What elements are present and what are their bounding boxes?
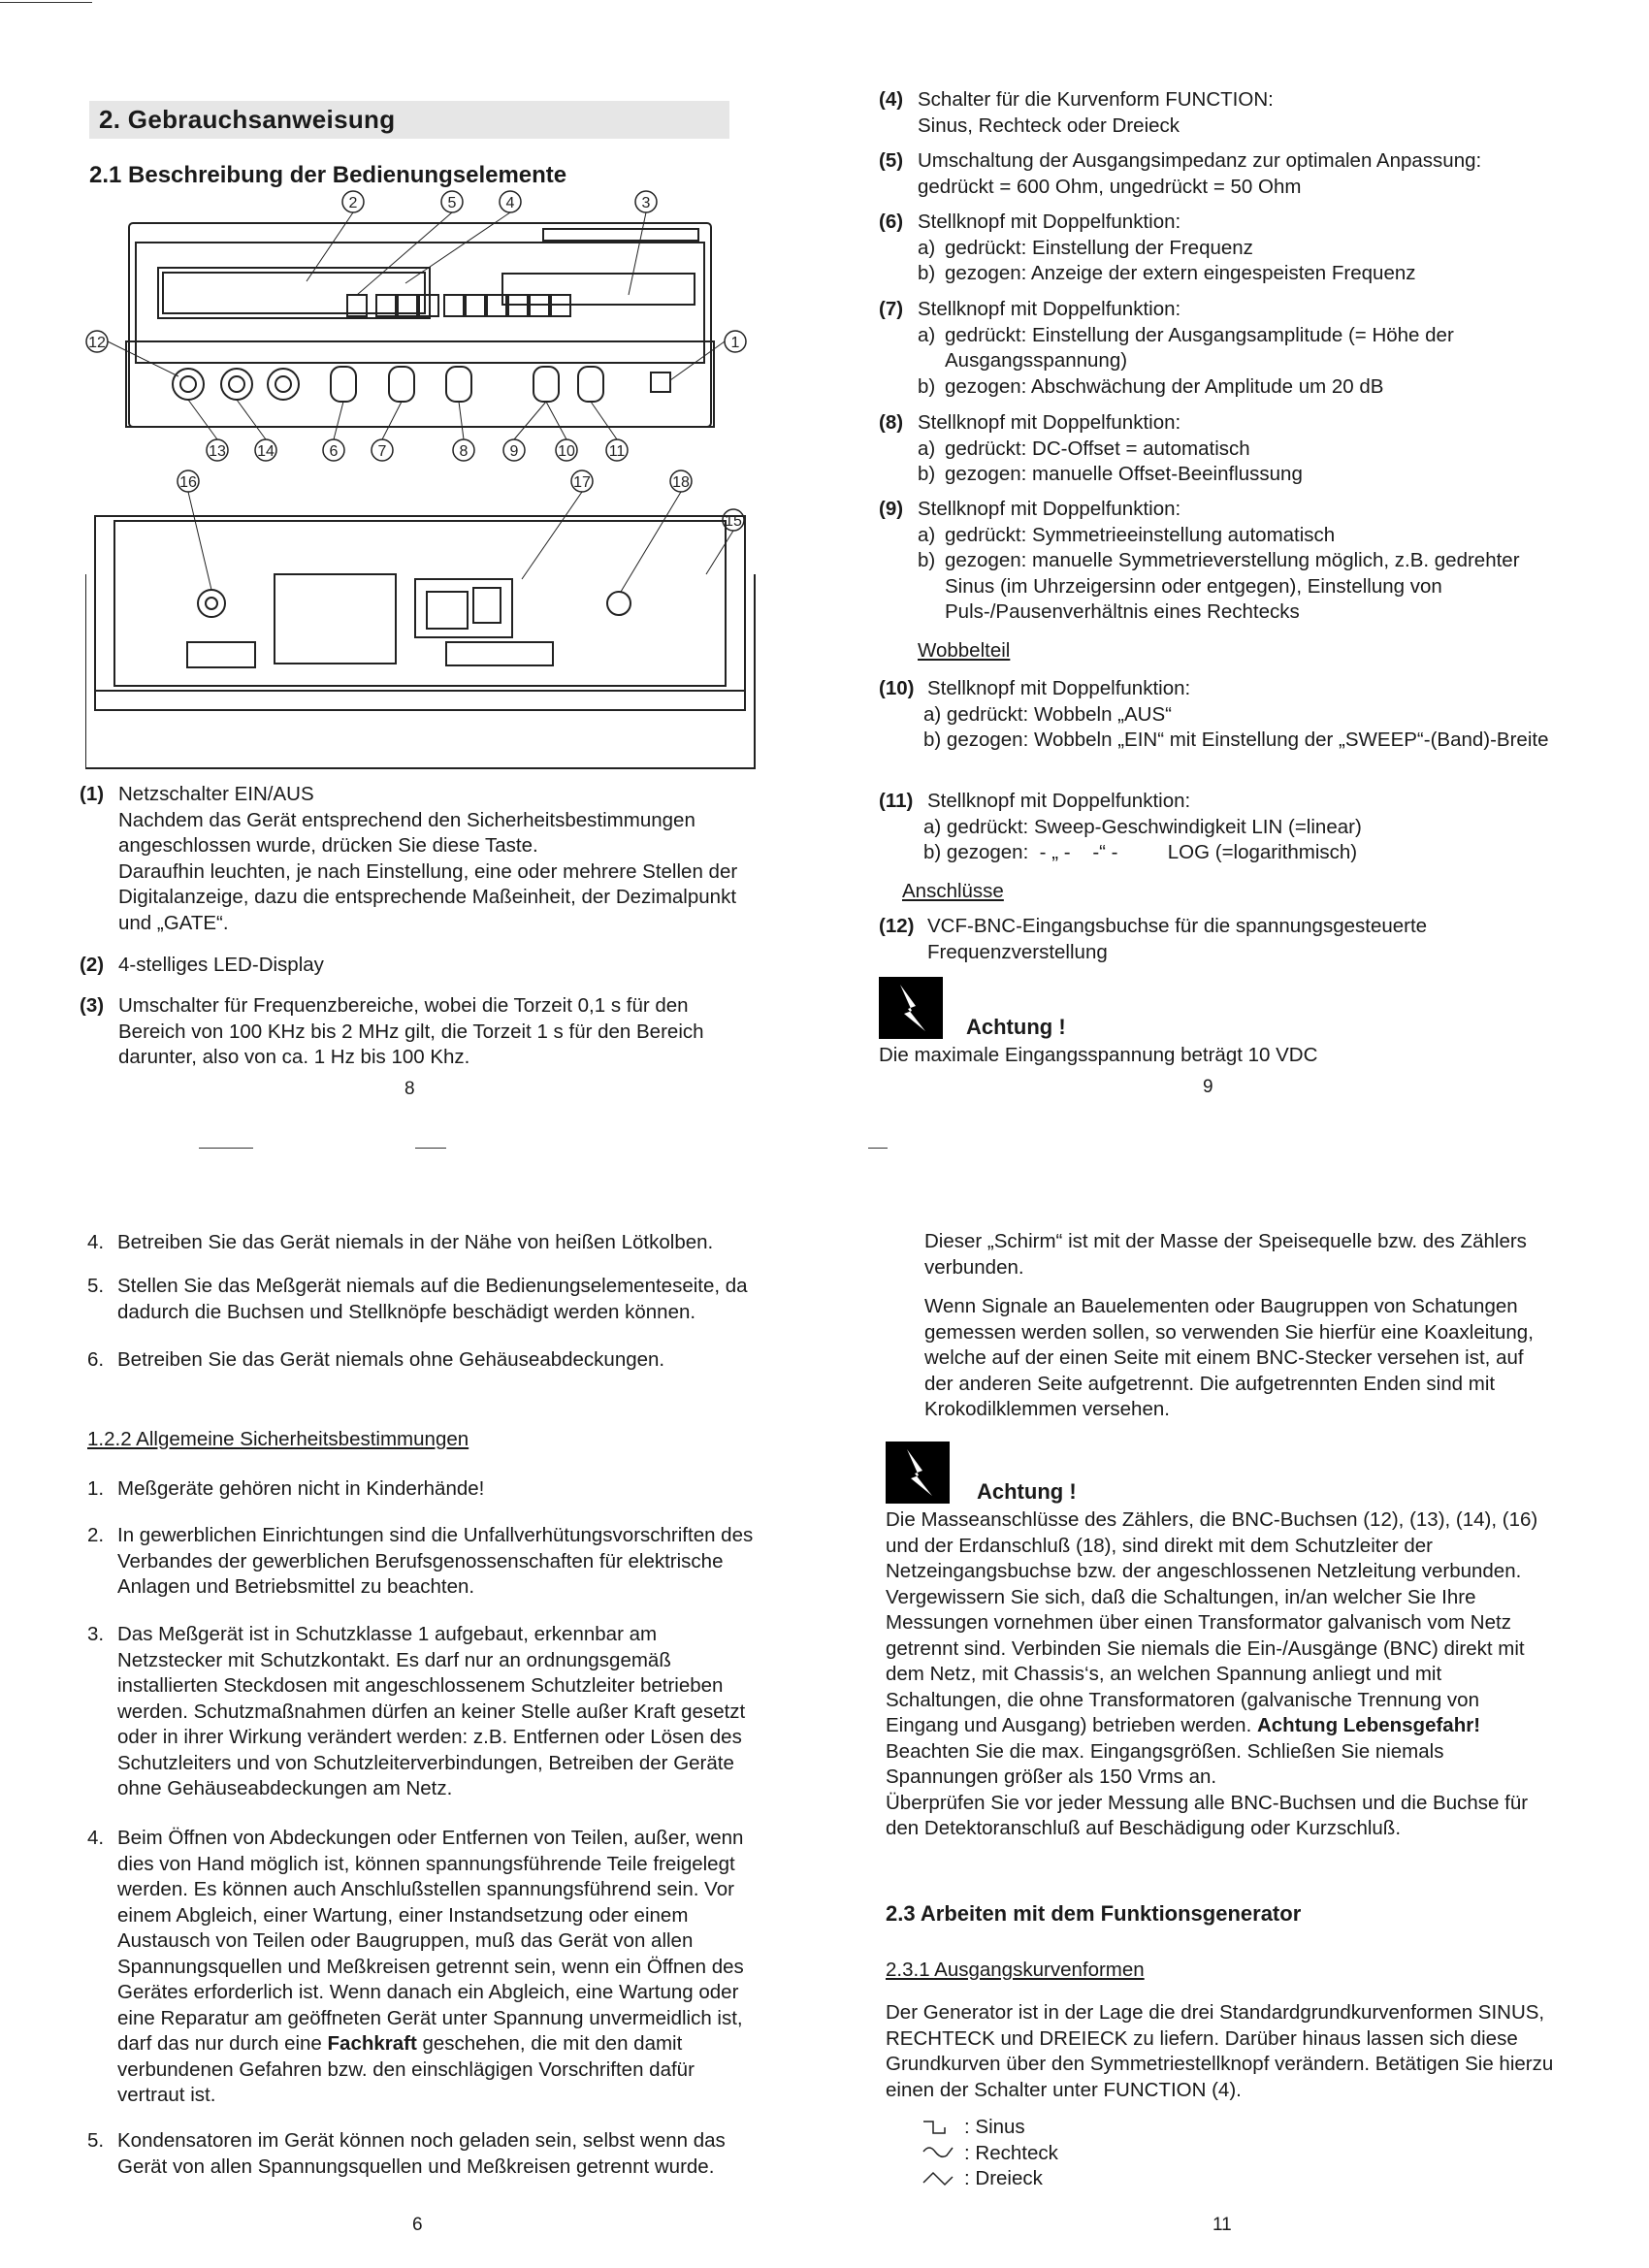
svg-text:9: 9: [509, 443, 519, 460]
section-heading: 2.3 Arbeiten mit dem Funktionsgenerator: [886, 1901, 1302, 1926]
divider-mark: [199, 1148, 253, 1149]
wobbelteil-heading: Wobbelteil: [918, 639, 1011, 662]
page-number: 6: [412, 2215, 423, 2235]
item-12: (12) VCF-BNC-Eingangsbuchse für die spannungsgesteuerte Frequenzverstellung: [879, 915, 1428, 963]
callout-7: [372, 439, 393, 461]
callout-16: [178, 470, 199, 492]
lightning-warning-icon: [886, 1442, 950, 1504]
list-item: 5. Kondensatoren im Gerät können noch geladen sein, selbst wenn das Gerät von allen Spannungsquellen und Meßkreisen getrennt wurde.: [87, 2129, 726, 2178]
callout-11: [606, 439, 628, 461]
page-number: 8: [404, 1079, 415, 1099]
svg-text:13: 13: [209, 443, 226, 460]
callout-4: [500, 191, 521, 212]
svg-text:11: 11: [608, 443, 626, 460]
svg-text:1: 1: [730, 335, 740, 351]
callout-5: [441, 191, 463, 212]
achtung-heading: Achtung !: [977, 1479, 1077, 1504]
callout-15: [723, 509, 744, 531]
achtung-heading: Achtung !: [966, 1015, 1066, 1039]
page11-warning: Die Masseanschlüsse des Zählers, die BNC-Buchsen (12), (13), (14), (16) und der Erdanschluß (18), sind direkt mit dem Schutzleiter der Netzeingangsbuchse bzw. der angeschlossenen Netzleitung verbunden. Vergewissern Sie sich, daß die Schaltungen, in/an welcher Sie Ihre Messungen vornehmen über einen Transformator galvanisch vom Netz getrennt sind. Verbinden Sie niemals die Ein-/Ausgänge (BNC) direkt mit dem Netz, mit Chassis‘s, an welchen Spannung anliegt und mit Schaltungen, die ohne Transformatoren (galvanische Trennung von Eingang und Ausgang) betrieben werden. Achtung Lebensgefahr! Beachten Sie die max. Eingangsgrößen. Schließen Sie niemals Spannungen größer als 150 Vrms an. Überprüfen Sie vor jeder Messung alle BNC-Buchsen und die Buchse für den Detektoranschluß auf Beschädigung oder Kurzschluß.: [886, 1508, 1538, 1839]
svg-text:4: 4: [505, 195, 515, 211]
waveform-rechteck: : Rechteck: [922, 2141, 1212, 2167]
warning-text: Die maximale Eingangsspannung beträgt 10 VDC: [879, 1044, 1318, 1066]
svg-text:12: 12: [88, 335, 106, 351]
list-item: 5. Stellen Sie das Meßgerät niemals auf die Bedienungselementeseite, da dadurch die Buchsen und Stellknöpfe beschädigt werden können.: [87, 1275, 748, 1323]
triangle-wave-icon: [922, 2169, 960, 2188]
waveform-list: [922, 2115, 1212, 2192]
waveform-sinus: : Sinus: [922, 2115, 1212, 2141]
item-1: (1) Netzschalter EIN/AUS Nachdem das Gerät entsprechend den Sicherheitsbestimmungen angeschlossen wurde, drücken Sie diese Taste. Daraufhin leuchten, je nach Einstellung, eine oder mehrere Stellen der Digitalanzeige, dazu die entsprechende Maßeinheit, der Dezimalpunkt und „GATE“.: [80, 783, 738, 934]
callout-3: [635, 191, 657, 212]
svg-text:2: 2: [348, 195, 358, 211]
divider-mark: [0, 2, 92, 3]
page11-body: Der Generator ist in der Lage die drei Standardgrundkurvenformen SINUS, RECHTECK und DREIECK zu liefern. Darüber hinaus lassen sich diese Grundkurven über den Symmetriestellknopf verändern. Betätigen Sie hierzu einen der Schalter unter FUNCTION (4).: [886, 2001, 1554, 2101]
divider-mark: [868, 1148, 888, 1149]
subsection-heading: 1.2.2 Allgemeine Sicherheitsbestimmungen: [87, 1428, 469, 1450]
sine-wave-icon: [922, 2144, 960, 2163]
list-item: 1. Meßgeräte gehören nicht in Kinderhände!: [87, 1477, 485, 1500]
svg-text:8: 8: [459, 443, 469, 460]
item-11: (11) Stellknopf mit Doppelfunktion: a) gedrückt: Sweep-Geschwindigkeit LIN (=linear) b) gezogen: - „ - -“ - LOG (=logarithmisch): [879, 790, 1362, 863]
square-wave-icon: [922, 2118, 960, 2137]
callout-17: [571, 470, 593, 492]
callout-2: [342, 191, 364, 212]
page-title: 2. Gebrauchsanweisung: [89, 101, 729, 139]
item-7: (7) Stellknopf mit Doppelfunktion: a) gedrückt: Einstellung der Ausgangsamplitude (= Höhe der Ausgangsspannung) b) gezogen: Abschwächung der Amplitude um 20 dB: [879, 298, 1454, 398]
page-number: 11: [1212, 2215, 1232, 2235]
svg-text:17: 17: [573, 474, 591, 491]
svg-text:10: 10: [558, 443, 575, 460]
item-4: (4) Schalter für die Kurvenform FUNCTION: Sinus, Rechteck oder Dreieck: [879, 88, 1274, 137]
item-10: (10) Stellknopf mit Doppelfunktion: a) gedrückt: Wobbeln „AUS“ b) gezogen: Wobbeln „EIN“ mit Einstellung der „SWEEP“-(Band)-Breite: [879, 677, 1549, 751]
callout-13: [207, 439, 228, 461]
item-5: (5) Umschaltung der Ausgangsimpedanz zur optimalen Anpassung: gedrückt = 600 Ohm, ungedrückt = 50 Ohm: [879, 149, 1482, 198]
item-8: (8) Stellknopf mit Doppelfunktion: a) gedrückt: DC-Offset = automatisch b) gezogen: manuelle Offset-Beeinflussung: [879, 411, 1303, 485]
item-2: (2) 4-stelliges LED-Display: [80, 954, 324, 976]
list-item: 4. Beim Öffnen von Abdeckungen oder Entfernen von Teilen, außer, wenn dies von Hand möglich ist, können spannungsführende Teile freigelegt werden. Es können auch Anschlußstellen spannungsführend sein. Vor einem Abgleich, einer Wartung, einer Instandsetzung oder einem Austausch von Teilen oder Baugruppen, muß das Gerät von allen Spannungsquellen und Meßkreisen getrennt sein, wenn ein Öffnen des Gerätes erforderlich ist. Wenn danach ein Abgleich, eine Wartung oder eine Reparatur am geöffneten Gerät unter Spannung unvermeidlich ist, darf das nur durch eine Fachkraft geschehen, die mit den damit verbundenen Gefahren bzw. den einschlägigen Vorschriften dafür vertraut ist.: [87, 1827, 744, 2106]
svg-text:14: 14: [257, 443, 275, 460]
item-3: (3) Umschalter für Frequenzbereiche, wobei die Torzeit 0,1 s für den Bereich von 100 KHz bis 2 MHz gilt, die Torzeit 1 s für den Bereich darunter, also von ca. 1 Hz bis 100 Khz.: [80, 994, 704, 1068]
anschluesse-heading: Anschlüsse: [902, 880, 1004, 902]
device-illustration: [85, 186, 764, 788]
list-item: 3. Das Meßgerät ist in Schutzklasse 1 aufgebaut, erkennbar am Netzstecker mit Schutzkontakt. Es darf nur an ordnungsgemäß installierten Steckdosen mit angeschlossenem Schutzleiter betrieben werden. Schutzmaßnahmen dürfen an keiner Stelle außer Kraft gesetzt oder in ihrer Wirkung verändert werden: z.B. Entfernen oder Lösen des Schutzleiters und von Schutzleiterverbindungen, Betreiben der Geräte ohne Gehäuseabdeckungen am Netz.: [87, 1623, 746, 1799]
list-item: 2. In gewerblichen Einrichtungen sind die Unfallverhütungsvorschriften des Verbandes der gewerblichen Berufsgenossenschaften für elektrische Anlagen und Betriebsmittel zu beachten.: [87, 1524, 754, 1598]
list-item: 6. Betreiben Sie das Gerät niemals ohne Gehäuseabdeckungen.: [87, 1348, 665, 1371]
item-9: (9) Stellknopf mit Doppelfunktion: a) gedrückt: Symmetrieeinstellung automatisch b) gezogen: manuelle Symmetrieverstellung möglich, z.B. gedrehter Sinus (im Uhrzeigersinn oder entgegen), Einstellung von Puls-/Pausenverhältnis eines Rechtecks: [879, 498, 1520, 623]
item-6: (6) Stellknopf mit Doppelfunktion: a) gedrückt: Einstellung der Frequenz b) gezogen: Anzeige der extern eingespeisten Frequenz: [879, 211, 1416, 284]
svg-text:6: 6: [329, 443, 339, 460]
lightning-warning-icon: [879, 977, 943, 1039]
page11-intro: Dieser „Schirm“ ist mit der Masse der Speisequelle bzw. des Zählers verbunden. Wenn Signale an Bauelementen oder Baugruppen von Schatungen gemessen werden sollen, so verwenden Sie hierfür eine Koaxleitung, welche auf der einen Seite mit einem BNC-Stecker versehen ist, auf der anderen Seite aufgetrennt. Die aufgetrennten Enden sind mit Krokodilklemmen versehen.: [924, 1230, 1534, 1420]
section-heading: 2.1 Beschreibung der Bedienungselemente: [89, 162, 567, 188]
page-number: 9: [1203, 1077, 1213, 1097]
subsection-heading: 2.3.1 Ausgangskurvenformen: [886, 1959, 1145, 1981]
callout-12: [86, 331, 108, 352]
callout-1: [725, 331, 746, 352]
svg-text:5: 5: [447, 195, 457, 211]
waveform-dreieck: : Dreieck: [922, 2166, 1212, 2192]
svg-text:15: 15: [725, 513, 742, 530]
callout-6: [323, 439, 344, 461]
callout-14: [255, 439, 276, 461]
svg-text:3: 3: [641, 195, 651, 211]
svg-text:7: 7: [377, 443, 387, 460]
list-item: 4. Betreiben Sie das Gerät niemals in der Nähe von heißen Lötkolben.: [87, 1231, 714, 1253]
callout-18: [670, 470, 692, 492]
callout-10: [556, 439, 577, 461]
svg-text:18: 18: [672, 474, 690, 491]
callout-9: [503, 439, 525, 461]
callout-8: [453, 439, 474, 461]
divider-mark: [415, 1148, 446, 1149]
svg-text:16: 16: [179, 474, 197, 491]
